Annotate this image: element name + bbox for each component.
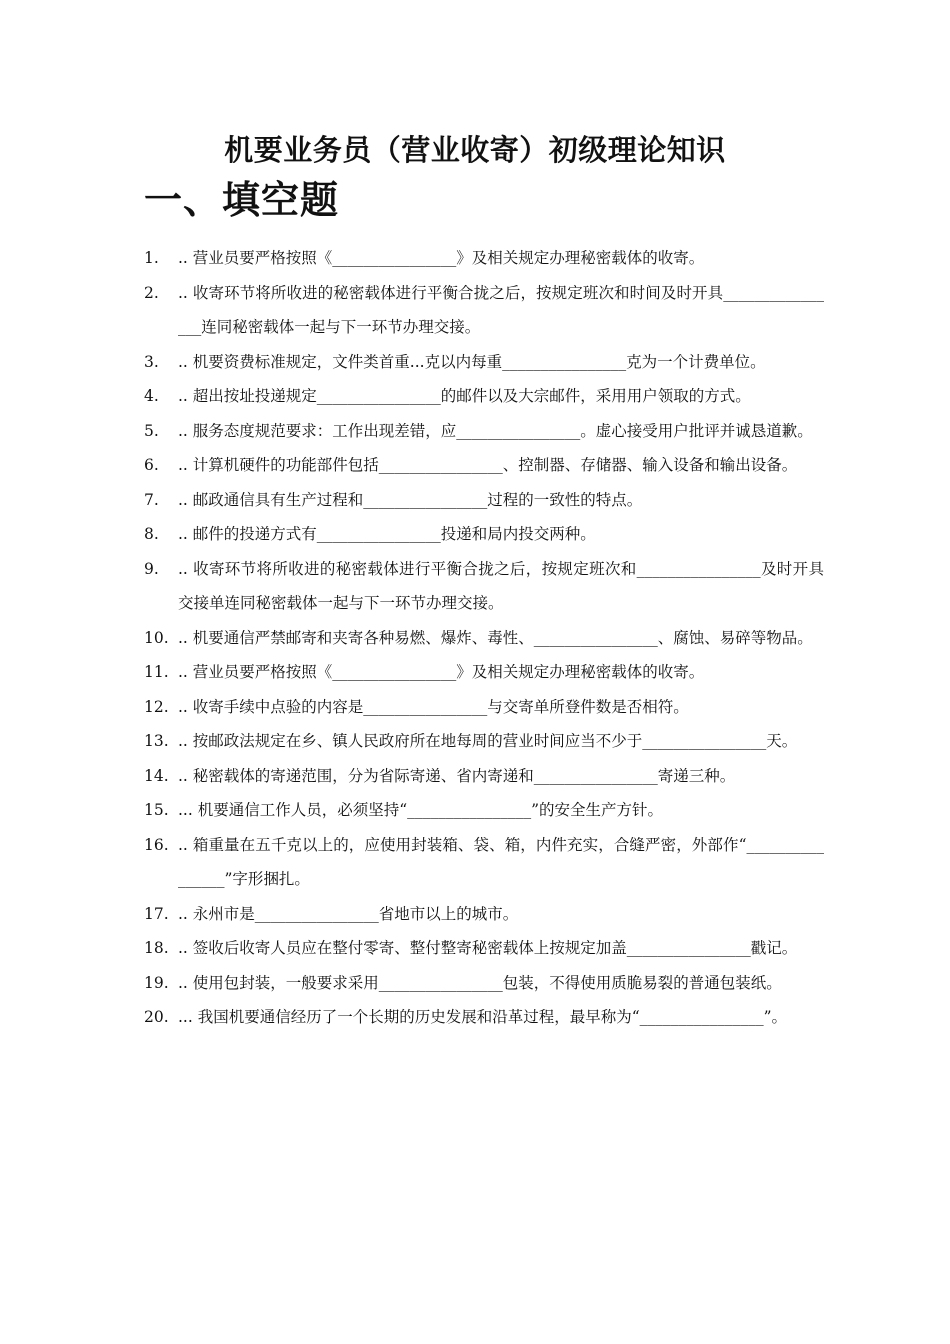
question-item [144,966,824,1001]
question-number: 5. [144,421,159,440]
question-text: .. 签收后收寄人员应在整付零寄、整付整寄秘密载体上按规定加盖________________戳记。 [178,939,798,957]
document-title: 机要业务员（营业收寄）初级理论知识 [224,133,726,167]
question-item [144,517,824,552]
question-item [144,345,824,380]
question-item [144,1000,824,1035]
question-item [144,690,824,725]
question-text: .. 秘密载体的寄递范围，分为省际寄递、省内寄递和________________寄递三种。 [178,766,736,785]
question-text: .. 营业员要严格按照《________________》及相关规定办理秘密载体的收寄。 [178,249,705,267]
question-text: .. 超出按址投递规定________________的邮件以及大宗邮件，采用用户领取的方式。 [178,387,751,405]
question-item [144,724,824,759]
question-number: 6. [144,456,159,474]
question-item [144,655,824,690]
question-number: 16. [144,835,169,854]
question-item [144,793,824,828]
question-text: .. 邮件的投递方式有________________投递和局内投交两种。 [178,525,596,543]
question-number: 7. [144,490,159,509]
question-item [144,241,824,276]
question-list [144,241,824,1035]
section-heading: 一、填空题 [144,178,340,222]
question-number: 14. [144,766,169,785]
question-text: ... 我国机要通信经历了一个长期的历史发展和沿革过程，最早称为“________________”。 [178,1008,788,1026]
question-text: .. 服务态度规范要求：工作出现差错，应________________。虚心接受用户批评并诚恳道歉。 [178,421,813,440]
question-number: 19. [144,973,169,992]
question-number: 17. [144,904,169,923]
question-text: .. 机要资费标准规定，文件类首重...克以内每重________________克为一个计费单位。 [178,352,766,371]
question-number: 20. [144,1008,169,1026]
question-number: 2. [144,283,159,302]
question-number: 9. [144,559,159,578]
question-item [144,931,824,966]
question-text: ... 机要通信工作人员，必须坚持“________________”的安全生产方针。 [178,801,664,819]
question-text: .. 箱重量在五千克以上的，应使用封装箱、袋、箱，内件充实，合缝严密，外部作“________________”字形捆扎。 [178,835,824,888]
question-item [144,759,824,794]
question-number: 1. [144,249,159,267]
question-item [144,276,824,345]
question-text: .. 按邮政法规定在乡、镇人民政府所在地每周的营业时间应当不少于________________天。 [178,732,798,750]
question-number: 13. [144,732,169,750]
question-text: .. 营业员要严格按照《________________》及相关规定办理秘密载体的收寄。 [178,663,705,681]
question-item [144,379,824,414]
question-item [144,828,824,897]
question-item [144,483,824,518]
question-item [144,448,824,483]
question-number: 15. [144,801,169,819]
question-number: 3. [144,352,159,371]
question-text: .. 收寄手续中点验的内容是________________与交寄单所登件数是否相符。 [178,697,689,716]
question-item [144,552,824,621]
question-number: 18. [144,939,169,957]
question-text: .. 计算机硬件的功能部件包括________________、控制器、存储器、输入设备和输出设备。 [178,456,798,474]
question-text: .. 机要通信严禁邮寄和夹寄各种易燃、爆炸、毒性、________________、腐蚀、易碎等物品。 [178,628,813,647]
question-text: .. 收寄环节将所收进的秘密载体进行平衡合拢之后，按规定班次和________________及时开具交接单连同秘密载体一起与下一环节办理交接。 [178,559,824,612]
question-item [144,897,824,932]
question-text: .. 收寄环节将所收进的秘密载体进行平衡合拢之后，按规定班次和时间及时开具________________连同秘密载体一起与下一环节办理交接。 [178,283,824,336]
question-text: .. 永州市是________________省地市以上的城市。 [178,904,519,923]
question-number: 8. [144,525,159,543]
question-number: 10. [144,628,169,647]
question-item [144,621,824,656]
question-text: .. 邮政通信具有生产过程和________________过程的一致性的特点。 [178,490,643,509]
question-number: 4. [144,387,159,405]
question-number: 12. [144,697,169,716]
question-text: .. 使用包封装，一般要求采用________________包装，不得使用质脆易裂的普通包装纸。 [178,973,782,992]
question-number: 11. [144,663,169,681]
question-item [144,414,824,449]
